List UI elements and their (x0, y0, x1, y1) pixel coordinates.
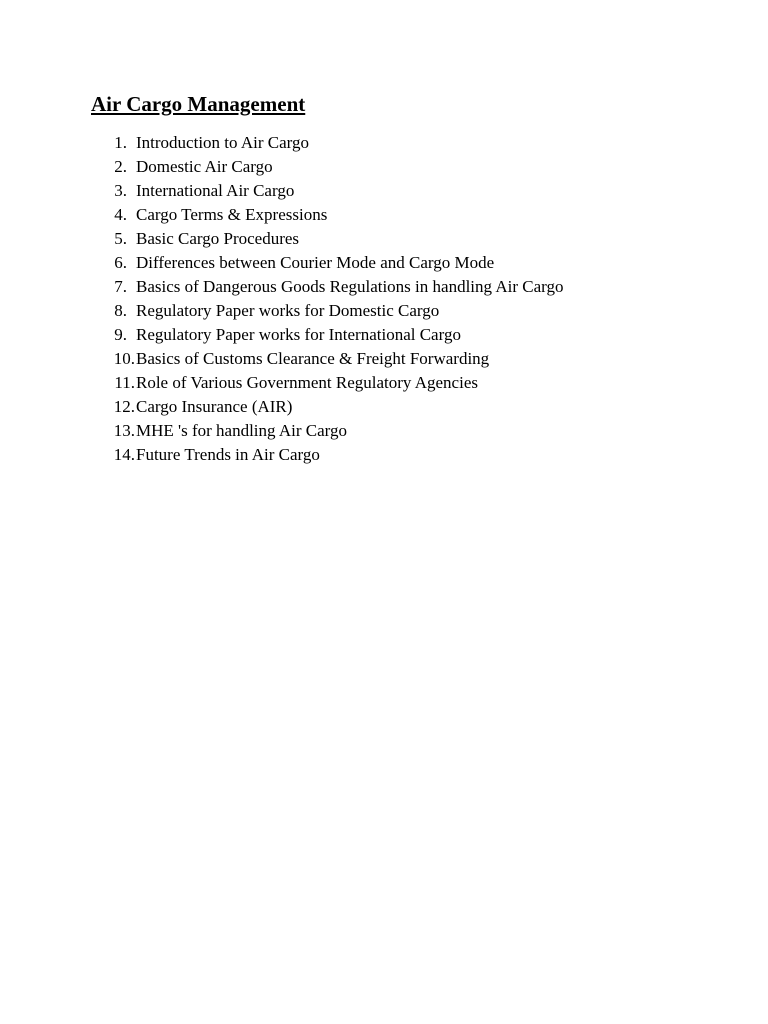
list-item-text: Basics of Dangerous Goods Regulations in handling Air Cargo (136, 277, 564, 296)
list-item-number: 10. (113, 349, 135, 368)
list-item-text: Basic Cargo Procedures (136, 229, 300, 248)
page-title: Air Cargo Management (91, 92, 306, 116)
list-item-number: 6. (114, 253, 127, 272)
list-item-text: Cargo Insurance (AIR) (136, 397, 293, 416)
list-item-number: 5. (114, 229, 127, 248)
list-item-number: 8. (114, 301, 127, 320)
list-item-text: Future Trends in Air Cargo (136, 445, 320, 464)
list-item-text: Regulatory Paper works for Domestic Cargo (136, 301, 440, 320)
list-item-number: 4. (114, 205, 127, 224)
list-item-number: 11. (114, 373, 135, 392)
list-item-text: Role of Various Government Regulatory Agencies (136, 373, 478, 392)
list-item-number: 9. (114, 325, 127, 344)
list-item-text: Cargo Terms & Expressions (136, 205, 328, 224)
list-item-number: 13. (113, 421, 135, 440)
list-item-number: 12. (113, 397, 135, 416)
list-item-text: Introduction to Air Cargo (136, 133, 309, 152)
list-item-text: Differences between Courier Mode and Cargo Mode (136, 253, 495, 272)
list-item-number: 1. (114, 133, 127, 152)
list-item-text: Regulatory Paper works for International Cargo (136, 325, 461, 344)
list-item-number: 14. (113, 445, 135, 464)
list-item-text: MHE 's for handling Air Cargo (136, 421, 347, 440)
list-item-text: Basics of Customs Clearance & Freight Forwarding (136, 349, 490, 368)
list-item-text: International Air Cargo (136, 181, 295, 200)
list-item-number: 3. (114, 181, 127, 200)
list-item-number: 2. (114, 157, 127, 176)
list-item-text: Domestic Air Cargo (136, 157, 273, 176)
list-item-number: 7. (114, 277, 127, 296)
